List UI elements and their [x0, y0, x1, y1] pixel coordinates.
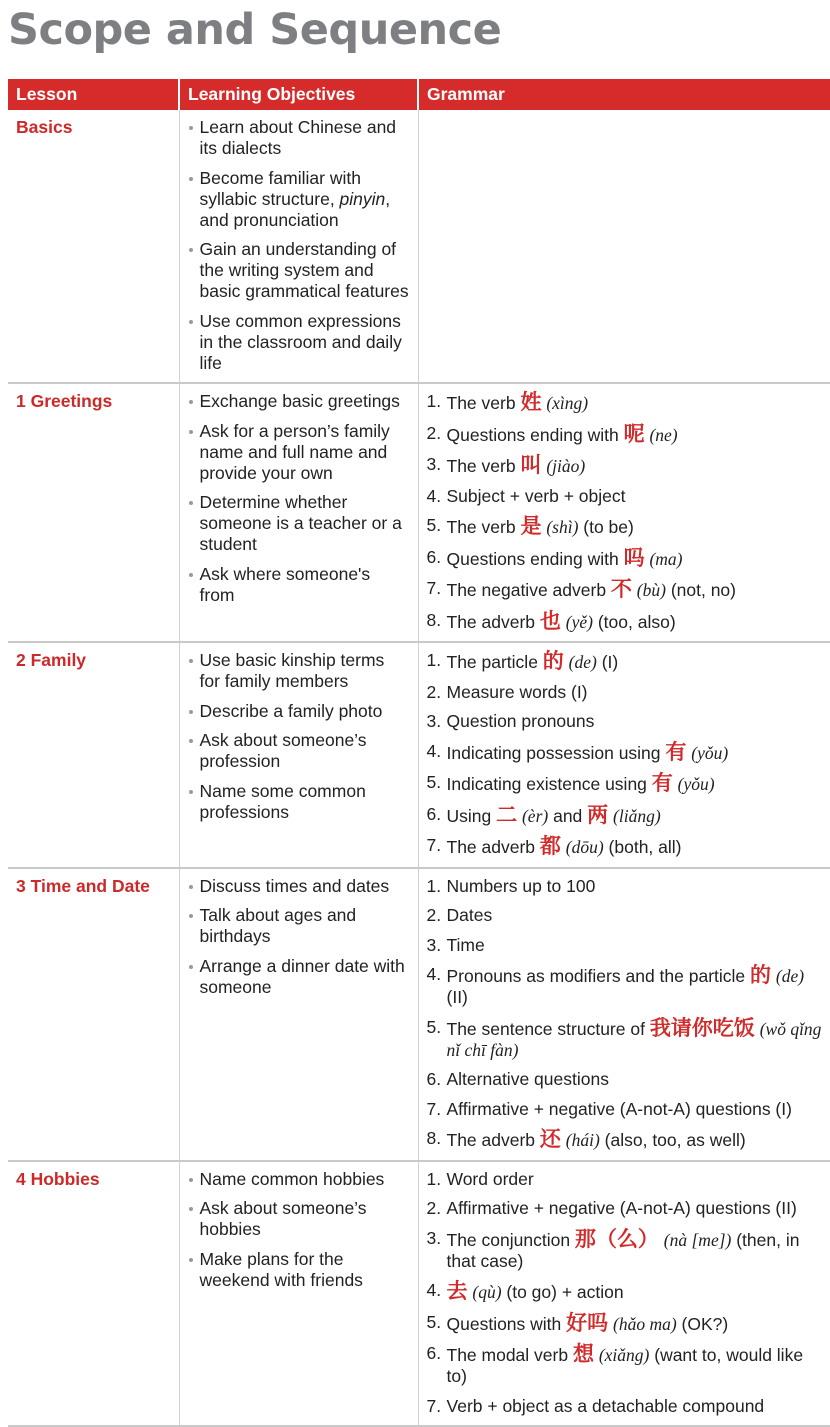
text-segment: Name common hobbies [199, 1168, 385, 1189]
pinyin-romanization: (bù) [636, 580, 666, 600]
objective-item [188, 1249, 410, 1291]
pinyin-romanization: (dōu) [565, 837, 604, 857]
table-row [8, 110, 830, 383]
grammar-point-number: 6. [426, 1343, 442, 1363]
text-segment: (also, too, as well) [599, 1130, 746, 1150]
grammar-point-number: 8. [426, 609, 442, 630]
grammar-cell [418, 868, 830, 1161]
grammar-point [427, 1069, 823, 1090]
pinyin-romanization: (xìng) [546, 393, 589, 413]
pinyin-romanization: (yǒu) [691, 742, 729, 763]
grammar-point [427, 682, 823, 703]
text-segment: The adverb [446, 1130, 540, 1150]
text-segment: Describe a family photo [199, 700, 383, 721]
grammar-point-number: 3. [426, 454, 442, 474]
pinyin-romanization: (èr) [521, 805, 549, 826]
text-segment: (II) [446, 987, 468, 1007]
learning-objectives-cell [179, 642, 418, 868]
text-segment: and [548, 805, 588, 826]
text-segment: (too, also) [592, 611, 676, 632]
lesson-cell [8, 868, 179, 1161]
lesson-name: 3 Time and Date [16, 875, 150, 896]
objective-item [188, 168, 410, 231]
objective-item [188, 117, 410, 159]
objective-item [188, 781, 410, 823]
text-segment: Gain an understanding of the writing system and basic grammatical features [199, 239, 409, 301]
pinyin-romanization: (yǒu) [677, 774, 715, 794]
grammar-point-number: 4. [426, 485, 442, 506]
pinyin-romanization: (de) [775, 966, 805, 986]
objective-item [188, 492, 410, 555]
chinese-characters: 去 [446, 1278, 468, 1303]
objective-item [188, 1169, 410, 1190]
table-row [8, 383, 830, 642]
text-segment: (to be) [578, 517, 634, 537]
emphasized-text: pinyin [339, 188, 386, 209]
lesson-cell [8, 383, 179, 642]
text-segment: Questions ending with [446, 548, 624, 569]
pinyin-romanization: (ma) [649, 548, 683, 569]
table-header-row [8, 79, 830, 110]
grammar-point-number: 3. [426, 711, 442, 731]
chinese-characters: 叫 [520, 452, 542, 477]
text-segment: Affirmative + negative (A-not-A) questions (II) [446, 1198, 797, 1218]
lesson-name: 2 Family [16, 650, 87, 670]
learning-objectives-cell [179, 1161, 418, 1427]
grammar-point [427, 1198, 823, 1219]
table-row [8, 868, 830, 1161]
text-segment: Ask about someone’s profession [199, 730, 367, 771]
text-segment: Time [446, 934, 485, 955]
grammar-point [426, 544, 823, 570]
objective-item [188, 701, 410, 722]
text-segment: (want to, would like to) [446, 1345, 804, 1386]
chinese-characters: 都 [539, 833, 561, 858]
chinese-characters: 不 [610, 576, 632, 601]
grammar-point-number: 5. [426, 1311, 442, 1332]
text-segment: The modal verb [446, 1345, 573, 1365]
grammar-point [426, 1014, 823, 1061]
grammar-point [427, 515, 823, 538]
text-segment: Use common expressions in the classroom and daily life [199, 310, 402, 373]
chinese-characters: 好吗 [566, 1309, 609, 1335]
grammar-point [426, 1225, 823, 1272]
text-segment: , and pronunciation [199, 188, 391, 230]
grammar-point-number: 1. [426, 875, 442, 896]
grammar-point [427, 772, 823, 795]
grammar-point-number: 3. [426, 1227, 442, 1248]
grammar-point [427, 1099, 823, 1120]
text-segment: The sentence structure of [446, 1018, 650, 1039]
text-segment: Subject + verb + object [446, 485, 626, 506]
text-segment: Affirmative + negative (A-not-A) questions (I) [446, 1098, 792, 1119]
learning-objectives-cell [179, 110, 418, 383]
grammar-point [426, 607, 823, 633]
objectives-list [188, 876, 410, 998]
pinyin-romanization: (ne) [649, 424, 678, 445]
chinese-characters: 我请你吃饭 [649, 1014, 755, 1040]
pinyin-romanization: (yě) [565, 611, 593, 632]
objective-item [188, 730, 410, 772]
text-segment: The particle [446, 652, 543, 672]
grammar-point-number: 1. [426, 1168, 442, 1189]
grammar-point-number: 5. [426, 772, 442, 792]
grammar-point-number: 5. [426, 515, 442, 535]
grammar-point [427, 1343, 823, 1387]
chinese-characters: 吗 [623, 544, 645, 570]
objective-item [188, 956, 410, 998]
objective-item [188, 239, 410, 302]
grammar-point-number: 8. [426, 1128, 442, 1148]
grammar-point [426, 738, 823, 764]
grammar-point [427, 486, 823, 507]
text-segment: Determine whether someone is a teacher or a student [199, 492, 402, 554]
grammar-point [427, 935, 823, 956]
objective-item [188, 876, 410, 897]
chinese-characters: 还 [539, 1126, 561, 1151]
grammar-point [427, 391, 823, 414]
grammar-point-number: 4. [426, 1280, 442, 1300]
grammar-point [426, 420, 823, 446]
text-segment: Word order [446, 1168, 534, 1189]
pinyin-romanization: (jiào) [546, 456, 586, 476]
text-segment: Indicating existence using [446, 774, 652, 794]
chinese-characters: 姓 [520, 389, 542, 414]
text-segment: Pronouns as modifiers and the particle [446, 966, 750, 986]
grammar-point-number: 2. [426, 905, 442, 925]
text-segment: Dates [446, 905, 493, 925]
grammar-point [427, 835, 823, 858]
grammar-point-number: 2. [426, 1198, 442, 1218]
objective-item [188, 1198, 410, 1240]
text-segment: Ask about someone’s hobbies [199, 1198, 367, 1239]
grammar-point-number: 7. [426, 835, 442, 855]
text-segment: (not, no) [665, 580, 736, 600]
text-segment: Ask for a person’s family name and full name and provide your own [199, 420, 390, 483]
text-segment: Talk about ages and birthdays [199, 905, 357, 946]
text-segment: (both, all) [603, 837, 682, 857]
pinyin-romanization: (de) [568, 652, 597, 672]
learning-objectives-cell [179, 868, 418, 1161]
text-segment: Alternative questions [446, 1069, 609, 1089]
grammar-point-number: 7. [426, 1098, 442, 1119]
lesson-cell [8, 1161, 179, 1427]
text-segment: (OK?) [676, 1313, 729, 1334]
table-row [8, 642, 830, 868]
lesson-name: 4 Hobbies [16, 1168, 100, 1189]
pinyin-romanization: (xiǎng) [598, 1345, 650, 1365]
grammar-point-number: 6. [426, 803, 442, 824]
grammar-point-number: 4. [426, 740, 442, 761]
pinyin-romanization: (qù) [472, 1282, 502, 1302]
pinyin-romanization: (hái) [565, 1130, 600, 1150]
text-segment: Ask where someone's from [199, 563, 371, 605]
pinyin-romanization: (shì) [546, 517, 579, 537]
objectives-list [188, 391, 410, 606]
lesson-name: Basics [16, 117, 73, 137]
text-segment: Learn about Chinese and its dialects [199, 117, 397, 158]
pinyin-romanization: (liǎng) [613, 805, 661, 826]
objective-item [188, 421, 410, 484]
text-segment: Verb + object as a detachable compound [446, 1395, 765, 1416]
chinese-characters: 是 [520, 513, 542, 538]
grammar-point-number: 7. [426, 1395, 442, 1416]
grammar-point-number: 5. [426, 1016, 442, 1037]
grammar-point [427, 964, 823, 1008]
objective-item [188, 311, 410, 374]
grammar-point-number: 2. [426, 681, 442, 702]
objectives-list [188, 1169, 410, 1291]
grammar-point [426, 1309, 823, 1335]
text-segment: Arrange a dinner date with someone [199, 955, 405, 997]
grammar-point [427, 1128, 823, 1151]
grammar-point-number: 3. [426, 934, 442, 955]
table-row [8, 1161, 830, 1427]
chinese-characters: 也 [539, 607, 561, 633]
chinese-characters: 呢 [623, 420, 645, 446]
text-segment: The verb [446, 393, 521, 413]
page-title: Scope and Sequence [8, 5, 502, 55]
grammar-point-number: 4. [426, 964, 442, 984]
grammar-point-number: 6. [426, 546, 442, 567]
column-header-grammar: Grammar [418, 79, 830, 110]
chinese-characters: 两 [587, 801, 609, 827]
grammar-list [427, 391, 823, 633]
text-segment: The verb [446, 517, 521, 537]
grammar-cell [418, 383, 830, 642]
text-segment: Question pronouns [446, 711, 595, 731]
grammar-point-number: 6. [426, 1069, 442, 1089]
text-segment: (to go) + action [501, 1282, 624, 1302]
text-segment: Measure words (I) [446, 681, 588, 702]
text-segment: The adverb [446, 837, 540, 857]
objective-item [188, 650, 410, 692]
grammar-point [427, 1280, 823, 1303]
column-header-learning-objectives: Learning Objectives [179, 79, 418, 110]
text-segment: The negative adverb [446, 580, 611, 600]
grammar-point [427, 711, 823, 732]
grammar-list [427, 650, 823, 858]
grammar-point [426, 801, 823, 827]
grammar-point [427, 578, 823, 601]
text-segment: Questions with [446, 1313, 567, 1334]
grammar-point-number: 7. [426, 578, 442, 598]
objective-item [188, 391, 410, 412]
grammar-cell [418, 642, 830, 868]
grammar-cell [418, 110, 830, 383]
text-segment: (I) [596, 652, 619, 672]
chinese-characters: 想 [572, 1341, 594, 1366]
text-segment: Numbers up to 100 [446, 875, 596, 896]
grammar-point [427, 905, 823, 926]
chinese-characters: 有 [665, 738, 687, 764]
chinese-characters: 有 [651, 770, 673, 795]
column-header-lesson: Lesson [8, 79, 179, 110]
text-segment: Name some common professions [199, 780, 366, 822]
text-segment: Make plans for the weekend with friends [199, 1248, 363, 1290]
objectives-list [188, 117, 410, 374]
text-segment: Using [446, 805, 497, 826]
grammar-cell [418, 1161, 830, 1427]
grammar-list [427, 1169, 823, 1417]
grammar-point [427, 1169, 823, 1190]
pinyin-romanization: (hǎo ma) [613, 1313, 677, 1334]
text-segment: Become familiar with syllabic structure, [199, 167, 361, 209]
lesson-table-body [8, 110, 830, 1426]
objectives-list [188, 650, 410, 823]
pinyin-romanization: (nà [me]) [663, 1229, 732, 1250]
text-segment: Exchange basic greetings [199, 391, 400, 411]
scope-sequence-table [8, 79, 830, 1427]
grammar-point [427, 650, 823, 673]
learning-objectives-cell [179, 383, 418, 642]
chinese-characters: 那（么） [574, 1225, 659, 1251]
grammar-point-number: 1. [426, 391, 442, 411]
lesson-name: 1 Greetings [16, 391, 113, 411]
grammar-point [427, 876, 823, 897]
grammar-point-number: 1. [426, 650, 442, 670]
text-segment: Use basic kinship terms for family members [199, 650, 385, 691]
grammar-point [427, 1396, 823, 1417]
lesson-cell [8, 642, 179, 868]
text-segment: Indicating possession using [446, 742, 666, 763]
text-segment: (then, in that case) [446, 1229, 800, 1271]
text-segment: The verb [446, 456, 521, 476]
objective-item [188, 905, 410, 947]
text-segment: Discuss times and dates [199, 875, 390, 896]
grammar-list [427, 876, 823, 1152]
chinese-characters: 二 [496, 801, 518, 827]
text-segment: The conjunction [446, 1229, 575, 1250]
text-segment: The adverb [446, 611, 540, 632]
grammar-point [427, 454, 823, 477]
chinese-characters: 的 [750, 962, 771, 987]
objective-item [188, 564, 410, 606]
grammar-point-number: 2. [426, 422, 442, 443]
chinese-characters: 的 [542, 648, 564, 673]
pinyin-romanization: (wǒ qǐng nǐ chī fàn) [446, 1018, 822, 1060]
lesson-cell [8, 110, 179, 383]
text-segment: Questions ending with [446, 424, 624, 445]
